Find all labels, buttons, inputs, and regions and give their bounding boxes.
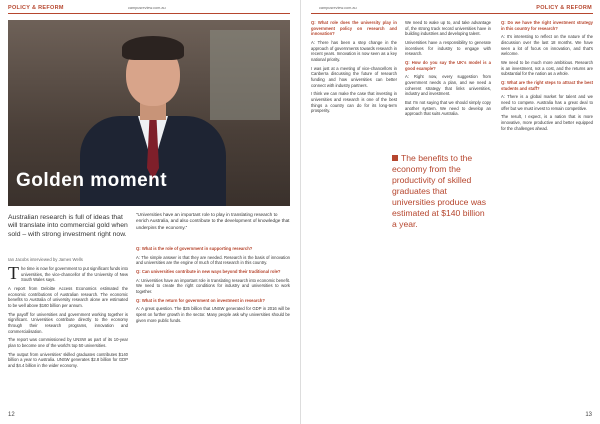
answer: The result, I expect, is a nation that is more innovative, more productive and better equipped for the challenges ahead. bbox=[501, 114, 593, 131]
byline: Ian Jacobs interviewed by James Wells bbox=[8, 257, 83, 262]
body-column-3 bbox=[501, 20, 593, 134]
drop-cap: T bbox=[8, 263, 19, 283]
portrait-photo bbox=[8, 20, 290, 206]
answer: But I'm not saying that we should simply copy another system. We need to develop an approach that suits Australia. bbox=[405, 99, 491, 117]
page-number: 12 bbox=[8, 412, 15, 418]
question: Q: Can universities contribute in new ways beyond their traditional role? bbox=[136, 268, 281, 274]
paragraph: The output from universities' skilled graduates contributes $140 billion a year to Australia. UNSW generates $2.8 billion for GDP and $4.4 billion in the wider economy. bbox=[8, 351, 128, 368]
page-url: campusreview.com.au bbox=[319, 6, 357, 10]
paragraph: The payoff for universities and government working together is significant. Universities contribute directly to the economy through their research programs, innovation and commercialisation. bbox=[8, 311, 128, 334]
pull-quote bbox=[392, 150, 488, 233]
paragraph: The report was commissioned by UNSW as part of its 10-year plan to become one of the world's top 50 universities. bbox=[8, 337, 128, 348]
question: Q: How do you say the UK's model is a good example? bbox=[405, 59, 491, 71]
answer: We need to be much more ambitious. Research is an investment, not a cost, and the returns are substantial for the nation as a whole. bbox=[501, 59, 593, 77]
body-column-1 bbox=[311, 20, 397, 117]
body-column-1 bbox=[8, 263, 128, 372]
opening-quote: “Universities have an important role to play in translating research to enrich Australia, and also contribute to the development of knowledge that underpins the economy.” bbox=[136, 212, 290, 230]
pull-quote-text: The benefits to the economy from the productivity of skilled graduates that universities produce was estimated at $140 billion a year. bbox=[392, 153, 487, 229]
square-bullet-icon bbox=[392, 155, 398, 161]
question: Q: Do we have the right investment strategy in this country for research? bbox=[501, 20, 593, 31]
question: Q: What role does the university play in government policy on research and innovation? bbox=[311, 20, 397, 37]
answer: I think we can make the case that investing in universities and research is one of the best things a country can do for its long-term prosperity. bbox=[311, 91, 397, 114]
answer: A: A great question. The $25 billion that UNSW generated for GDP in 2016 will be spent on further growth in the sector. Many people ask why universities should be given more public funds. bbox=[136, 306, 290, 323]
answer: A: Right now, every suggestion from government needs a plan, and we need a coherent strategy that links universities, industry and investment. bbox=[405, 74, 491, 97]
paragraph: A report from Deloitte Access Economics estimated the economic contributions of Australian research. The economic benefits to Australia of university research alone are estimated to be well above $160 billion per annum. bbox=[8, 285, 128, 308]
answer: A: Universities have an important role in translating research into economic benefit. We need to create the right conditions for industry and universities to work together. bbox=[136, 277, 290, 294]
answer: A: There has been a step change in the approach of governments towards research in recent years. Innovation is now seen as a key national priority. bbox=[311, 39, 397, 62]
answer: A: The simple answer is that they are needed. Research is the basis of innovation and universities are the engine of much of that research in this country. bbox=[136, 254, 290, 266]
article-intro: Australian research is full of ideas that will translate into commercial gold when sold – with strong investment right now. bbox=[8, 214, 128, 238]
answer: I was just at a meeting of vice-chancellors in Canberra discussing the future of research funding and how universities can better connect with industry partners. bbox=[311, 65, 397, 88]
answer: A: There is a global market for talent and we need to compete. Australia has a great deal to offer but we must invest to remain competitive. bbox=[501, 94, 593, 111]
question: Q: What is the role of government in supporting research? bbox=[136, 246, 253, 251]
header-rule bbox=[311, 13, 593, 14]
section-header: POLICY & REFORM bbox=[8, 5, 64, 11]
page-url: campusreview.com.au bbox=[128, 6, 166, 10]
answer: We need to wake up to, and take advantage of, the strong track record universities have in building industries and developing talent. bbox=[405, 20, 491, 37]
body-column-2 bbox=[136, 246, 290, 326]
page-number: 13 bbox=[585, 412, 592, 418]
article-title: Golden moment bbox=[16, 170, 168, 191]
answer: A: It's interesting to reflect on the nature of the discussion over the last 18 months. We have seen a lot of focus on innovation, and that's welcome. bbox=[501, 34, 593, 57]
section-header: POLICY & REFORM bbox=[536, 5, 592, 11]
header-rule bbox=[8, 13, 290, 14]
answer: Universities have a responsibility to generate incentives for industry to engage with research. bbox=[405, 39, 491, 57]
question: Q: What are the right steps to attract the best students and staff? bbox=[501, 79, 593, 91]
question: Q: What is the return for government on investment in research? bbox=[136, 297, 265, 303]
paragraph: The time is now for government to put significant funds into universities, the vice-chancellor of the University of New South Wales says. bbox=[8, 263, 128, 283]
body-column-2 bbox=[405, 20, 491, 120]
